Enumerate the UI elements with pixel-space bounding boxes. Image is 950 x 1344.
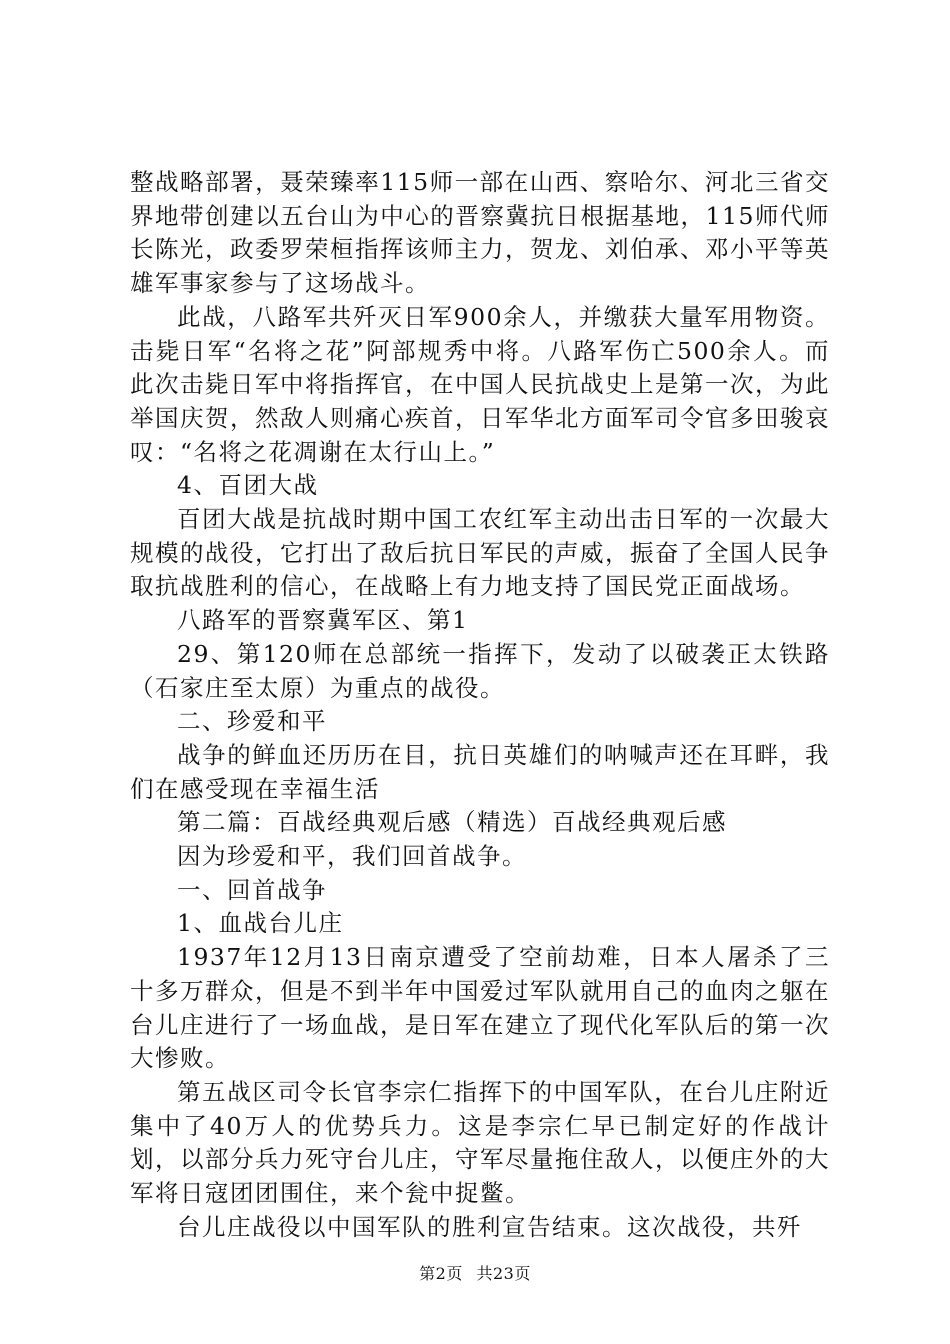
section-heading: 4、百团大战 [177, 471, 319, 500]
section-heading: 一、回首战争 [177, 875, 327, 904]
paragraph: 因为珍爱和平，我们回首战争。 [177, 842, 527, 871]
paragraph: 此战，八路军共歼灭日军900余人，并缴获大量军用物资。击毙日军“名将之花”阿部规秀中将。八路军伤亡500余人。而此次击毙日军中将指挥官，在中国人民抗战史上是第一次，为此举国庆贺，然敌人则痛心疾首，日军华北方面军司令官多田骏哀叹：“名将之花凋谢在太行山上。” [130, 302, 830, 466]
paragraph: 29、第120师在总部统一指挥下，发动了以破袭正太铁路（石家庄至太原）为重点的战役。 [130, 639, 830, 702]
paragraph: 百团大战是抗战时期中国工农红军主动出击日军的一次最大规模的战役，它打出了敌后抗日军民的声威，振奋了全国人民争取抗战胜利的信心，在战略上有力地支持了国民党正面战场。 [130, 505, 830, 601]
section-heading: 1、血战台儿庄 [177, 909, 344, 938]
page-total: 共23页 [476, 1264, 531, 1283]
section-heading: 第二篇：百战经典观后感（精选）百战经典观后感 [177, 808, 727, 837]
paragraph: 战争的鲜血还历历在目，抗日英雄们的呐喊声还在耳畔，我们在感受现在幸福生活 [130, 740, 830, 803]
paragraph: 第五战区司令长官李宗仁指挥下的中国军队，在台儿庄附近集中了40万人的优势兵力。这是李宗仁早已制定好的作战计划，以部分兵力死守台儿庄，守军尽量拖住敌人，以便庄外的大军将日寇团团围住，来个瓮中捉鳖。 [130, 1077, 830, 1208]
paragraph: 整战略部署，聂荣臻率115师一部在山西、察哈尔、河北三省交界地带创建以五台山为中心的晋察冀抗日根据基地，115师代师长陈光，政委罗荣桓指挥该师主力，贺龙、刘伯承、邓小平等英雄军事家参与了这场战斗。 [130, 168, 830, 298]
paragraph: 台儿庄战役以中国军队的胜利宣告结束。这次战役，共歼 [177, 1212, 802, 1241]
page-footer [0, 1263, 950, 1285]
section-heading: 二、珍爱和平 [177, 707, 327, 736]
document-body [130, 166, 830, 1245]
paragraph: 1937年12月13日南京遭受了空前劫难，日本人屠杀了三十多万群众，但是不到半年中国爱过军队就用自己的血肉之躯在台儿庄进行了一场血战，是日军在建立了现代化军队后的第一次大惨败。 [130, 943, 830, 1073]
paragraph: 八路军的晋察冀军区、第1 [177, 606, 469, 635]
page-number: 第2页 [419, 1264, 463, 1283]
